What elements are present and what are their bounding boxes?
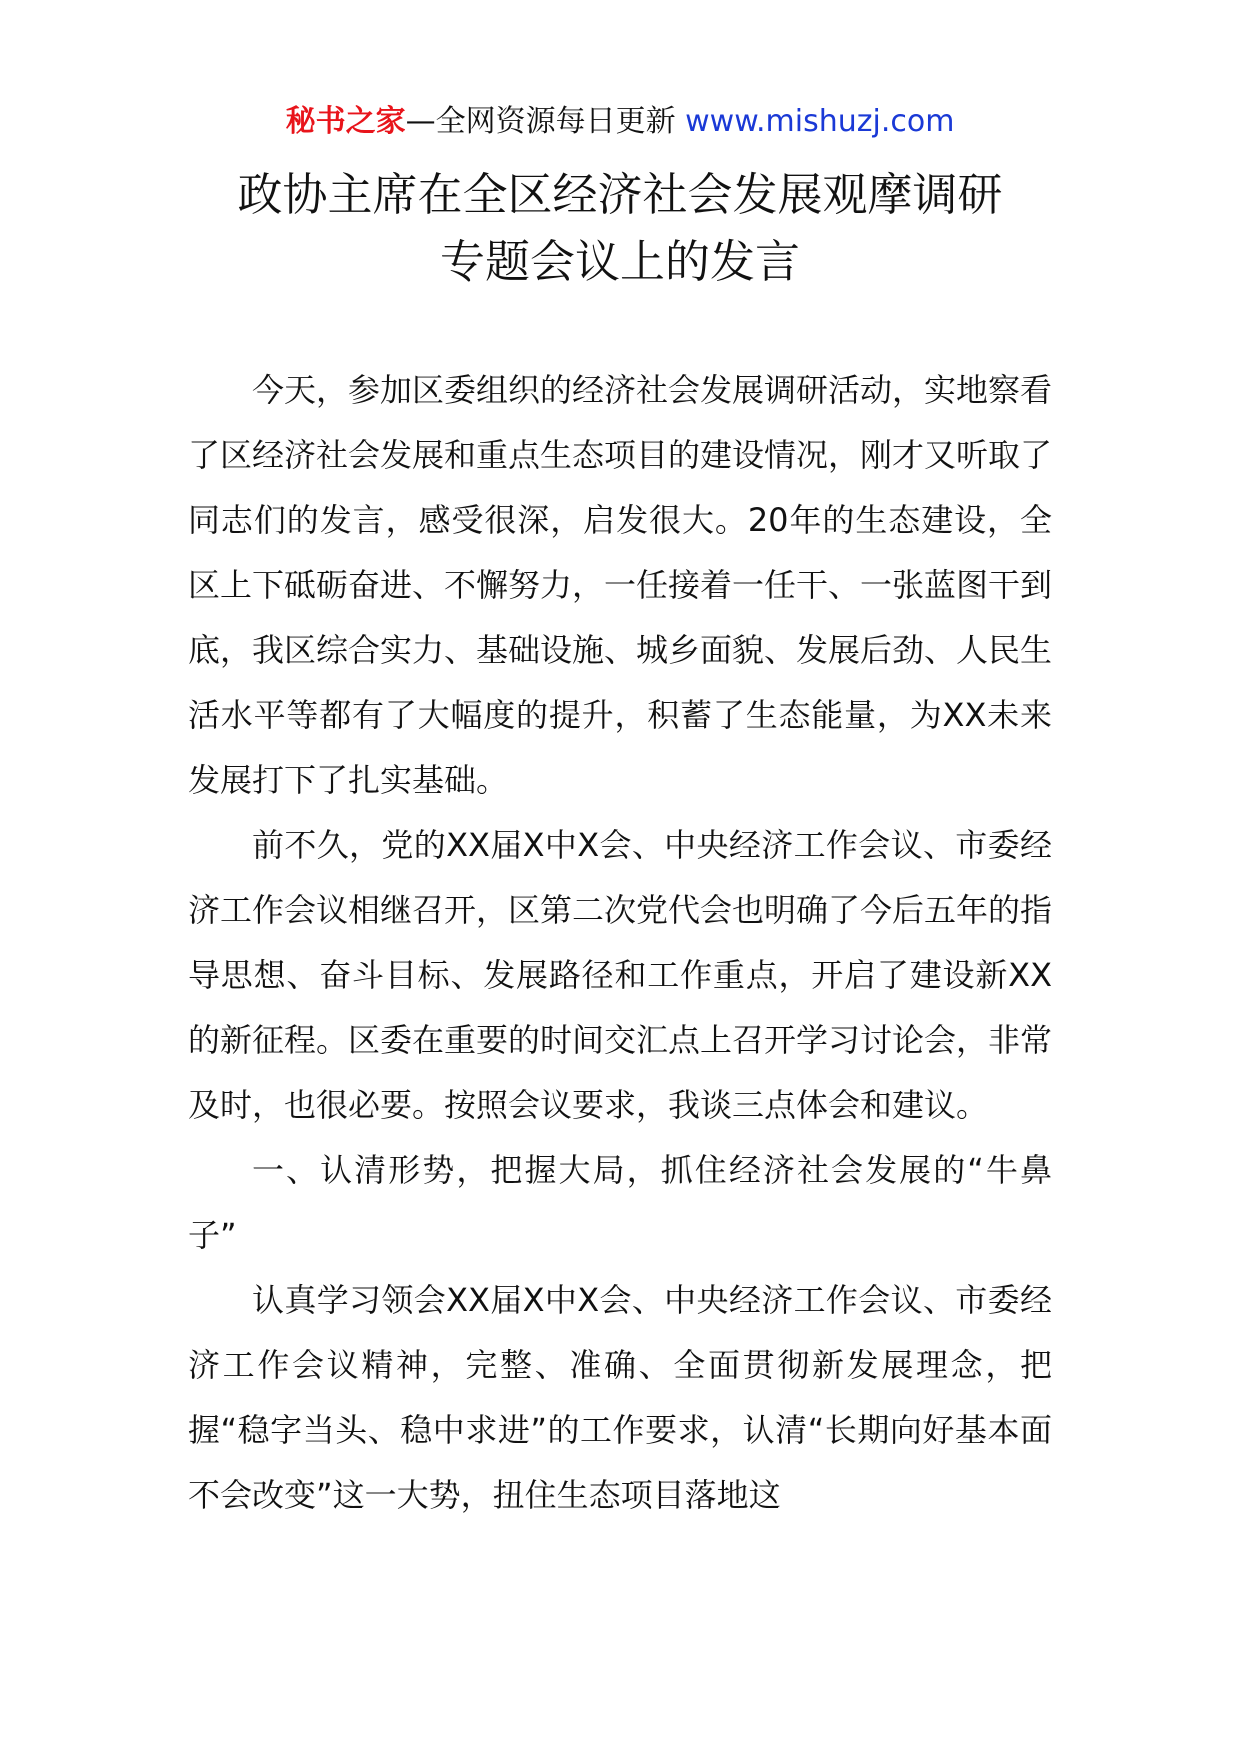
header-slogan: —全网资源每日更新	[405, 104, 676, 139]
brand-name: 秘书之家	[285, 104, 406, 139]
site-url[interactable]: www.mishuzj.com	[685, 104, 955, 139]
section-heading-1: 一、认清形势，把握大局，抓住经济社会发展的“牛鼻子”	[188, 1151, 1052, 1254]
document-title-line-1: 政协主席在全区经济社会发展观摩调研	[237, 168, 1003, 221]
document-body	[188, 358, 1052, 1528]
header-banner	[0, 100, 1240, 144]
paragraph-3: 认真学习领会XX届X中X会、中央经济工作会议、市委经济工作会议精神，完整、准确、全面贯彻新发展理念，把握“稳字当头、稳中求进”的工作要求，认清“长期向好基本面不会改变”这一大势，扭住生态项目落地这	[188, 1281, 1052, 1514]
document-title-line-2: 专题会议上的发言	[439, 235, 800, 288]
paragraph-2: 前不久，党的XX届X中X会、中央经济工作会议、市委经济工作会议相继召开，区第二次党代会也明确了今后五年的指导思想、奋斗目标、发展路径和工作重点，开启了建设新XX的新征程。区委在重要的时间交汇点上召开学习讨论会，非常及时，也很必要。按照会议要求，我谈三点体会和建议。	[188, 826, 1053, 1124]
paragraph-1: 今天，参加区委组织的经济社会发展调研活动，实地察看了区经济社会发展和重点生态项目的建设情况，刚才又听取了同志们的发言，感受很深，启发很大。20年的生态建设，全区上下砥砺奋进、不懈努力，一任接着一任干、一张蓝图干到底，我区综合实力、基础设施、城乡面貌、发展后劲、人民生活水平等都有了大幅度的提升，积蓄了生态能量，为XX未来发展打下了扎实基础。	[188, 371, 1053, 799]
